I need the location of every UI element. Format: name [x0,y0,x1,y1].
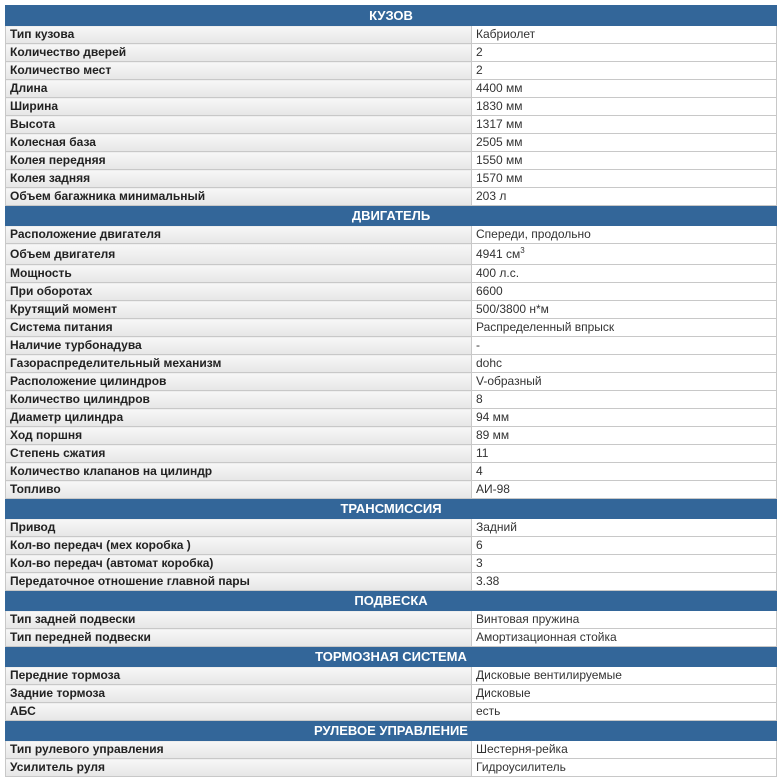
spec-value [472,759,777,777]
spec-label: Усилитель руля [6,759,472,777]
spec-label: Задние тормоза [6,685,472,703]
spec-value-text: 3 [476,556,483,570]
section-header-row [6,721,777,741]
spec-value-text: Дисковые [476,686,531,700]
spec-value [472,463,777,481]
spec-row [6,427,777,445]
spec-value-text: 89 мм [476,428,510,442]
spec-value-text: АИ-98 [476,482,510,496]
spec-row [6,759,777,777]
spec-row [6,283,777,301]
spec-row [6,445,777,463]
spec-value-text: Задний [476,520,517,534]
spec-label: Степень сжатия [6,445,472,463]
spec-label: Количество мест [6,62,472,80]
spec-row [6,519,777,537]
spec-row [6,152,777,170]
spec-row [6,481,777,499]
spec-value-text: 1830 мм [476,99,523,113]
spec-label: Количество цилиндров [6,391,472,409]
spec-row [6,391,777,409]
spec-value [472,116,777,134]
spec-label: АБС [6,703,472,721]
spec-label: Передние тормоза [6,667,472,685]
spec-label: Передаточное отношение главной пары [6,573,472,591]
spec-label: Высота [6,116,472,134]
spec-label: Диаметр цилиндра [6,409,472,427]
spec-label: Объем багажника минимальный [6,188,472,206]
spec-value [472,80,777,98]
spec-value-text: Распределенный впрыск [476,320,615,334]
spec-label: Мощность [6,265,472,283]
spec-value-text: 203 л [476,189,507,203]
spec-label: Привод [6,519,472,537]
spec-value-text: Винтовая пружина [476,612,580,626]
section-title: ПОДВЕСКА [6,591,777,611]
spec-label: Количество дверей [6,44,472,62]
spec-label: Система питания [6,319,472,337]
specifications-body [6,6,777,777]
spec-value-text: Шестерня-рейка [476,742,568,756]
spec-row [6,188,777,206]
spec-value [472,226,777,244]
spec-value [472,537,777,555]
spec-row [6,226,777,244]
spec-value [472,337,777,355]
spec-value [472,573,777,591]
spec-value [472,409,777,427]
spec-label: Тип кузова [6,26,472,44]
spec-value [472,741,777,759]
spec-value-text: есть [476,704,501,718]
spec-value-text: 4 [476,464,483,478]
spec-value-text: 4400 мм [476,81,523,95]
spec-label: Расположение цилиндров [6,373,472,391]
spec-value-text: Спереди, продольно [476,227,591,241]
spec-value [472,188,777,206]
spec-value [472,170,777,188]
spec-row [6,355,777,373]
section-header-row [6,647,777,667]
spec-row [6,573,777,591]
spec-label: Тип передней подвески [6,629,472,647]
spec-value-text: - [476,338,480,352]
spec-value-text: V-образный [476,374,542,388]
spec-value [472,26,777,44]
spec-value [472,98,777,116]
spec-value [472,244,777,265]
spec-label: При оборотах [6,283,472,301]
spec-value-text: Кабриолет [476,27,536,41]
spec-label: Топливо [6,481,472,499]
spec-value-text: 500/3800 н*м [476,302,549,316]
spec-value-text: Амортизационная стойка [476,630,617,644]
spec-value-text: 6600 [476,284,503,298]
spec-value [472,152,777,170]
spec-value [472,481,777,499]
spec-row [6,62,777,80]
spec-row [6,409,777,427]
spec-row [6,685,777,703]
spec-label: Колея задняя [6,170,472,188]
spec-value-text: 6 [476,538,483,552]
spec-value [472,62,777,80]
spec-value [472,629,777,647]
section-header-row [6,6,777,26]
spec-value [472,355,777,373]
specifications-table [5,5,777,777]
spec-row [6,629,777,647]
spec-value-text: 1317 мм [476,117,523,131]
spec-value-text: 4941 см [476,247,521,261]
section-header-row [6,591,777,611]
spec-value [472,265,777,283]
spec-row [6,170,777,188]
spec-value-text: 2 [476,45,483,59]
spec-value [472,519,777,537]
spec-value [472,134,777,152]
spec-value-text: dohc [476,356,503,370]
spec-row [6,537,777,555]
spec-label: Газораспределительный механизм [6,355,472,373]
spec-row [6,741,777,759]
section-title: ТОРМОЗНАЯ СИСТЕМА [6,647,777,667]
spec-row [6,26,777,44]
spec-value-superscript: 3 [520,246,525,255]
section-title: РУЛЕВОЕ УПРАВЛЕНИЕ [6,721,777,741]
spec-value [472,555,777,573]
spec-label: Кол-во передач (мех коробка ) [6,537,472,555]
spec-value-text: Гидроусилитель [476,760,566,774]
spec-row [6,373,777,391]
spec-value-text: 2 [476,63,483,77]
spec-value-text: 1550 мм [476,153,523,167]
spec-label: Колея передняя [6,152,472,170]
spec-value-text: 400 л.с. [476,266,520,280]
spec-label: Колесная база [6,134,472,152]
spec-value [472,685,777,703]
spec-label: Тип задней подвески [6,611,472,629]
spec-value-text: 3.38 [476,574,500,588]
spec-value [472,283,777,301]
spec-value [472,373,777,391]
spec-value [472,391,777,409]
section-title: КУЗОВ [6,6,777,26]
spec-value [472,319,777,337]
spec-row [6,116,777,134]
section-title: ДВИГАТЕЛЬ [6,206,777,226]
spec-value [472,611,777,629]
section-title: ТРАНСМИССИЯ [6,499,777,519]
section-header-row [6,499,777,519]
spec-row [6,463,777,481]
section-header-row [6,206,777,226]
spec-row [6,703,777,721]
spec-row [6,667,777,685]
spec-value-text: 1570 мм [476,171,523,185]
spec-label: Расположение двигателя [6,226,472,244]
spec-label: Наличие турбонадува [6,337,472,355]
spec-row [6,337,777,355]
spec-value [472,667,777,685]
spec-value [472,44,777,62]
spec-value-text: 94 мм [476,410,510,424]
spec-row [6,244,777,265]
spec-row [6,44,777,62]
spec-value-text: Дисковые вентилируемые [476,668,622,682]
spec-value [472,301,777,319]
spec-row [6,301,777,319]
spec-value [472,427,777,445]
spec-row [6,80,777,98]
spec-row [6,134,777,152]
spec-value [472,445,777,463]
spec-label: Количество клапанов на цилиндр [6,463,472,481]
spec-label: Тип рулевого управления [6,741,472,759]
spec-value [472,703,777,721]
spec-row [6,265,777,283]
spec-label: Кол-во передач (автомат коробка) [6,555,472,573]
spec-label: Длина [6,80,472,98]
spec-row [6,98,777,116]
spec-label: Ход поршня [6,427,472,445]
spec-value-text: 8 [476,392,483,406]
spec-row [6,611,777,629]
spec-value-text: 2505 мм [476,135,523,149]
spec-value-text: 11 [476,446,489,460]
spec-row [6,319,777,337]
spec-label: Объем двигателя [6,244,472,265]
spec-label: Ширина [6,98,472,116]
spec-row [6,555,777,573]
spec-label: Крутящий момент [6,301,472,319]
